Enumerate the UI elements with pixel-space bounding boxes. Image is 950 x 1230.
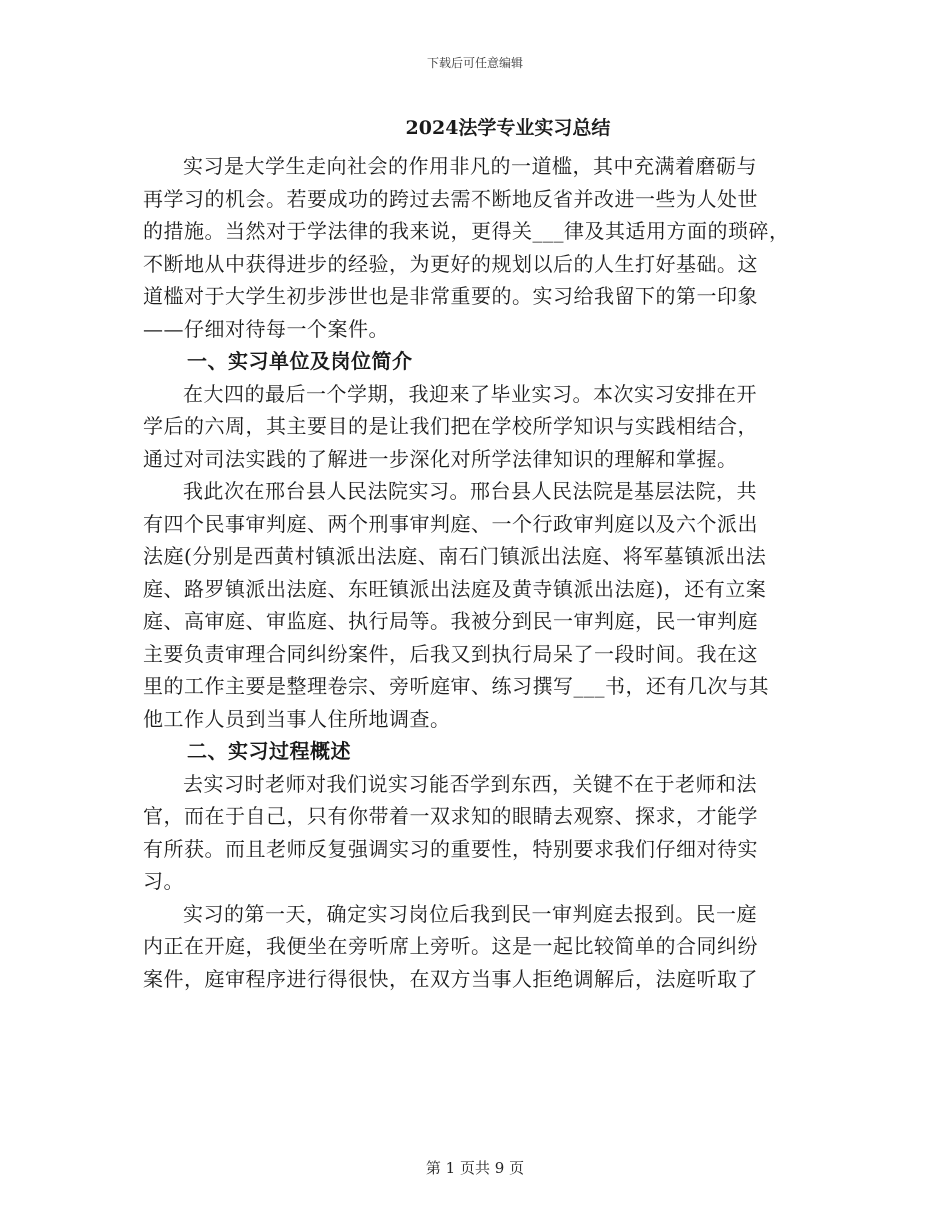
page-footer: 第 1 页共 9 页 [425,1159,525,1177]
section-heading: 一、实习单位及岗位简介 [187,349,413,373]
paragraph-line: 主要负责审理合同纠纷案件，后我又到执行局呆了一段时间。我在这 [143,641,758,666]
paragraph-line: 再学习的机会。若要成功的跨过去需不断地反省并改进一些为人处世 [143,186,758,211]
paragraph-line: 案件，庭审程序进行得很快，在双方当事人拒绝调解后，法庭听取了 [143,966,758,991]
paragraph-line: ——仔细对待每一个案件。 [143,316,389,341]
paragraph-line: 庭、路罗镇派出法庭、东旺镇派出法庭及黄寺镇派出法庭)，还有立案 [143,576,767,601]
paragraph-line: 官，而在于自己，只有你带着一双求知的眼睛去观察、探求，才能学 [143,804,758,828]
document-body [143,110,803,995]
paragraph-line: 法庭(分别是西黄村镇派出法庭、南石门镇派出法庭、将军墓镇派出法 [143,544,767,568]
paragraph-line: 有所获。而且老师反复强调实习的重要性，特别要求我们仔细对待实 [143,836,758,861]
paragraph [143,898,803,996]
paragraph-line: 习。 [143,869,184,893]
paragraph-line: 实习的第一天，确定实习岗位后我到民一审判庭去报到。民一庭 [183,901,757,926]
paragraph-line: 内正在开庭，我便坐在旁听席上旁听。这是一起比较简单的合同纠纷 [143,934,758,958]
paragraph-line: 里的工作主要是整理卷宗、旁听庭审、练习撰写___书，还有几次与其 [143,674,769,698]
paragraph-line: 道槛对于大学生初步涉世也是非常重要的。实习给我留下的第一印象 [143,284,758,308]
paragraph-line: 庭、高审庭、审监庭、执行局等。我被分到民一审判庭，民一审判庭 [143,609,758,633]
paragraph-line: 学后的六周，其主要目的是让我们把在学校所学知识与实践相结合， [143,414,758,438]
paragraph-line: 有四个民事审判庭、两个刑事审判庭、一个行政审判庭以及六个派出 [143,511,758,536]
paragraph-line: 在大四的最后一个学期，我迎来了毕业实习。本次实习安排在开 [183,381,757,406]
paragraph [143,378,803,476]
paragraph [143,768,803,898]
document-title: 2024法学专业实习总结 [405,117,611,139]
paragraph-line: 去实习时老师对我们说实习能否学到东西，关键不在于老师和法 [183,771,757,796]
document-sections [143,150,803,995]
paragraph-line: 实习是大学生走向社会的作用非凡的一道槛，其中充满着磨砺与 [183,154,757,178]
paragraph [143,475,803,735]
paragraph [143,150,803,345]
paragraph-line: 的措施。当然对于学法律的我来说，更得关___律及其适用方面的琐碎， [143,219,790,243]
paragraph-line: 我此次在邢台县人民法院实习。邢台县人民法院是基层法院，共 [183,479,757,503]
page-header: 下载后可任意编辑 [426,56,523,70]
paragraph-line: 不断地从中获得进步的经验，为更好的规划以后的人生打好基础。这 [143,251,758,276]
paragraph-line: 他工作人员到当事人住所地调查。 [143,706,451,731]
section-heading: 二、实习过程概述 [187,739,351,763]
paragraph-line: 通过对司法实践的了解进一步深化对所学法律知识的理解和掌握。 [143,446,738,471]
